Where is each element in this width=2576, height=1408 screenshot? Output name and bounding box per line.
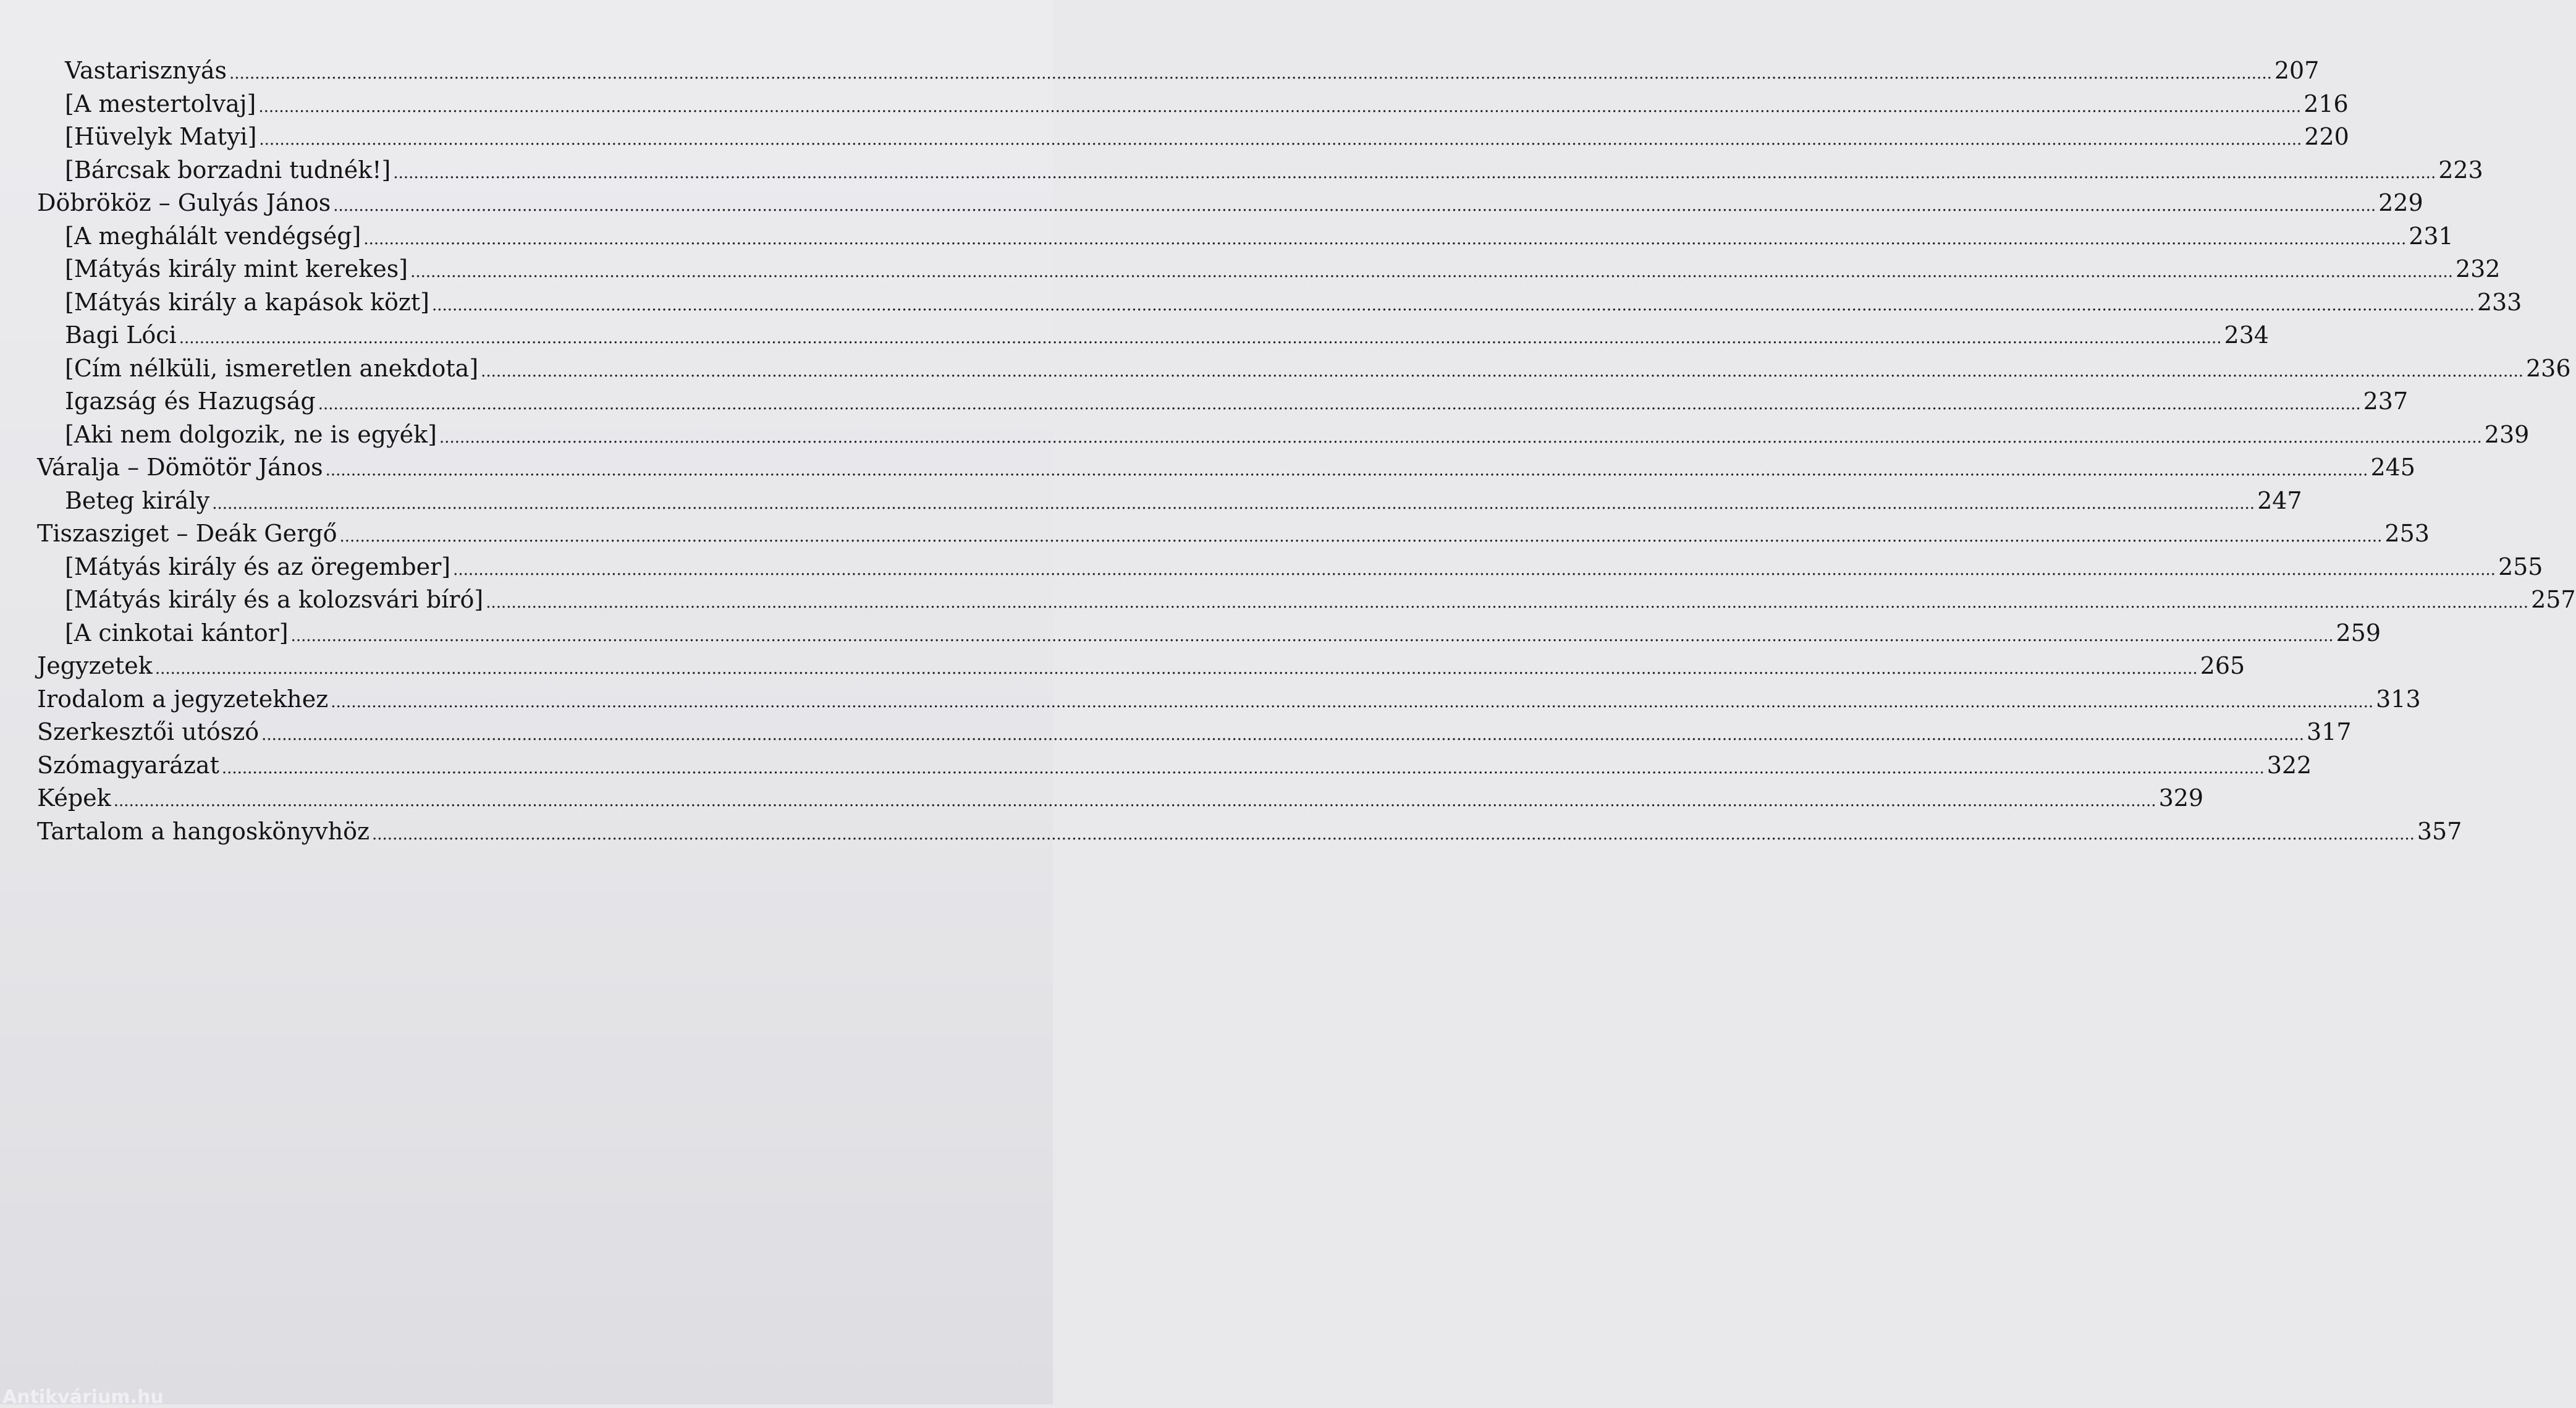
toc-entry-page-number: 322 xyxy=(2266,751,2312,779)
toc-entry xyxy=(37,154,2483,187)
toc-entry-title: [A meghálált vendégség] xyxy=(65,222,361,250)
toc-entry-page-number: 234 xyxy=(2224,321,2270,349)
toc-entry-title: Szerkesztői utószó xyxy=(37,718,260,745)
toc-entry xyxy=(37,352,2571,386)
toc-entry-title: Igazság és Hazugság xyxy=(65,388,316,415)
dot-leader: ................................................................................................................................................................................................................................................................................................................................................................................................................ xyxy=(179,329,2222,347)
dot-leader: ................................................................................................................................................................................................................................................................................................................................................................................................................ xyxy=(339,527,2383,546)
toc-entry-page-number: 259 xyxy=(2336,619,2381,647)
toc-entry-title: Vastarisznyás xyxy=(65,57,227,84)
dot-leader: ................................................................................................................................................................................................................................................................................................................................................................................................................ xyxy=(221,758,2265,778)
toc-entry-title: Döbrököz – Gulyás János xyxy=(37,189,331,216)
toc-entry-title: Képek xyxy=(37,784,111,812)
toc-entry xyxy=(37,385,2409,418)
toc-entry xyxy=(37,485,2302,518)
toc-entry xyxy=(37,451,2415,485)
dot-leader: ................................................................................................................................................................................................................................................................................................................................................................................................................ xyxy=(212,494,2255,513)
toc-entry-page-number: 216 xyxy=(2304,90,2349,117)
toc-entry-page-number: 239 xyxy=(2484,420,2530,448)
toc-entry xyxy=(37,551,2543,584)
toc-entry-title: Jegyzetek xyxy=(37,652,153,679)
toc-entry-title: Tartalom a hangoskönyvhöz xyxy=(37,817,370,845)
dot-leader: ................................................................................................................................................................................................................................................................................................................................................................................................................ xyxy=(331,692,2374,711)
dot-leader: ................................................................................................................................................................................................................................................................................................................................................................................................................ xyxy=(154,659,2198,678)
toc-entry xyxy=(37,418,2530,452)
dot-leader: ................................................................................................................................................................................................................................................................................................................................................................................................................ xyxy=(290,626,2334,645)
toc-entry-page-number: 357 xyxy=(2417,817,2462,845)
toc-entry-title: [A cinkotai kántor] xyxy=(65,619,289,647)
dot-leader: ................................................................................................................................................................................................................................................................................................................................................................................................................ xyxy=(481,362,2523,381)
table-of-contents xyxy=(37,54,2576,848)
toc-entry-title: [Hüvelyk Matyi] xyxy=(65,123,257,150)
toc-entry xyxy=(37,121,2349,154)
toc-entry xyxy=(37,617,2381,650)
toc-entry-title: [Mátyás király és az öregember] xyxy=(65,553,451,580)
toc-entry-page-number: 220 xyxy=(2304,123,2349,150)
toc-entry xyxy=(37,88,2349,121)
dot-leader: ................................................................................................................................................................................................................................................................................................................................................................................................................ xyxy=(333,197,2376,215)
toc-entry xyxy=(37,782,2204,815)
toc-entry-title: Irodalom a jegyzetekhez xyxy=(37,685,329,713)
toc-entry-title: [Bárcsak borzadni tudnék!] xyxy=(65,156,391,184)
dot-leader: ................................................................................................................................................................................................................................................................................................................................................................................................................ xyxy=(393,163,2436,182)
toc-entry-title: [Mátyás király és a kolozsvári bíró] xyxy=(65,586,484,613)
toc-entry xyxy=(37,220,2454,253)
toc-entry-page-number: 237 xyxy=(2363,388,2409,415)
dot-leader: ................................................................................................................................................................................................................................................................................................................................................................................................................ xyxy=(486,593,2529,612)
toc-entry-title: Beteg király xyxy=(65,486,210,514)
toc-entry-page-number: 317 xyxy=(2307,718,2352,745)
dot-leader: ................................................................................................................................................................................................................................................................................................................................................................................................................ xyxy=(318,395,2361,413)
toc-entry-title: Bagi Lóci xyxy=(65,321,177,349)
toc-entry-page-number: 223 xyxy=(2438,156,2483,184)
toc-entry-page-number: 232 xyxy=(2455,255,2501,282)
toc-entry-page-number: 265 xyxy=(2200,652,2245,679)
toc-entry-page-number: 245 xyxy=(2370,454,2415,481)
toc-entry-page-number: 329 xyxy=(2158,784,2204,812)
toc-entry-title: Váralja – Dömötör János xyxy=(37,454,323,481)
toc-entry xyxy=(37,54,2320,88)
dot-leader: ................................................................................................................................................................................................................................................................................................................................................................................................................ xyxy=(453,560,2496,579)
dot-leader: ................................................................................................................................................................................................................................................................................................................................................................................................................ xyxy=(431,295,2475,315)
watermark: Antikvárium.hu xyxy=(2,1386,164,1408)
dot-leader: ................................................................................................................................................................................................................................................................................................................................................................................................................ xyxy=(113,792,2156,810)
toc-entry xyxy=(37,815,2462,849)
toc-entry-title: [Mátyás király mint kerekes] xyxy=(65,255,408,282)
dot-leader: ................................................................................................................................................................................................................................................................................................................................................................................................................ xyxy=(410,263,2453,281)
dot-leader: ................................................................................................................................................................................................................................................................................................................................................................................................................ xyxy=(325,461,2368,480)
dot-leader: ................................................................................................................................................................................................................................................................................................................................................................................................................ xyxy=(261,726,2305,744)
dot-leader: ................................................................................................................................................................................................................................................................................................................................................................................................................ xyxy=(259,130,2302,149)
toc-entry xyxy=(37,517,2430,551)
toc-entry-page-number: 207 xyxy=(2274,57,2320,84)
toc-entry xyxy=(37,650,2245,683)
toc-entry-title: [Cím nélküli, ismeretlen anekdota] xyxy=(65,354,479,382)
toc-entry-page-number: 229 xyxy=(2378,189,2423,216)
toc-entry xyxy=(37,583,2576,617)
toc-entry-page-number: 231 xyxy=(2409,222,2454,250)
dot-leader: ................................................................................................................................................................................................................................................................................................................................................................................................................ xyxy=(229,64,2272,83)
dot-leader: ................................................................................................................................................................................................................................................................................................................................................................................................................ xyxy=(439,428,2482,447)
toc-entry xyxy=(37,286,2522,320)
toc-entry-title: [Mátyás király a kapások közt] xyxy=(65,288,429,316)
dot-leader: ................................................................................................................................................................................................................................................................................................................................................................................................................ xyxy=(258,97,2302,116)
dot-leader: ................................................................................................................................................................................................................................................................................................................................................................................................................ xyxy=(363,229,2407,248)
toc-entry xyxy=(37,253,2501,286)
toc-entry-page-number: 257 xyxy=(2531,586,2576,613)
toc-entry-page-number: 255 xyxy=(2498,553,2543,580)
toc-entry xyxy=(37,749,2312,782)
toc-entry-page-number: 247 xyxy=(2257,486,2302,514)
toc-entry xyxy=(37,187,2423,220)
toc-entry-title: [Aki nem dolgozik, ne is egyék] xyxy=(65,420,437,448)
toc-entry-page-number: 313 xyxy=(2376,685,2421,713)
toc-entry-title: [A mestertolvaj] xyxy=(65,90,256,117)
toc-entry-page-number: 253 xyxy=(2384,520,2430,547)
toc-entry-title: Tiszasziget – Deák Gergő xyxy=(37,520,337,547)
toc-entry xyxy=(37,716,2352,749)
toc-entry-page-number: 236 xyxy=(2526,354,2571,382)
toc-entry xyxy=(37,319,2270,352)
toc-entry-page-number: 233 xyxy=(2477,288,2522,316)
dot-leader: ................................................................................................................................................................................................................................................................................................................................................................................................................ xyxy=(372,825,2415,844)
toc-entry-title: Szómagyarázat xyxy=(37,751,219,779)
toc-entry xyxy=(37,683,2421,716)
